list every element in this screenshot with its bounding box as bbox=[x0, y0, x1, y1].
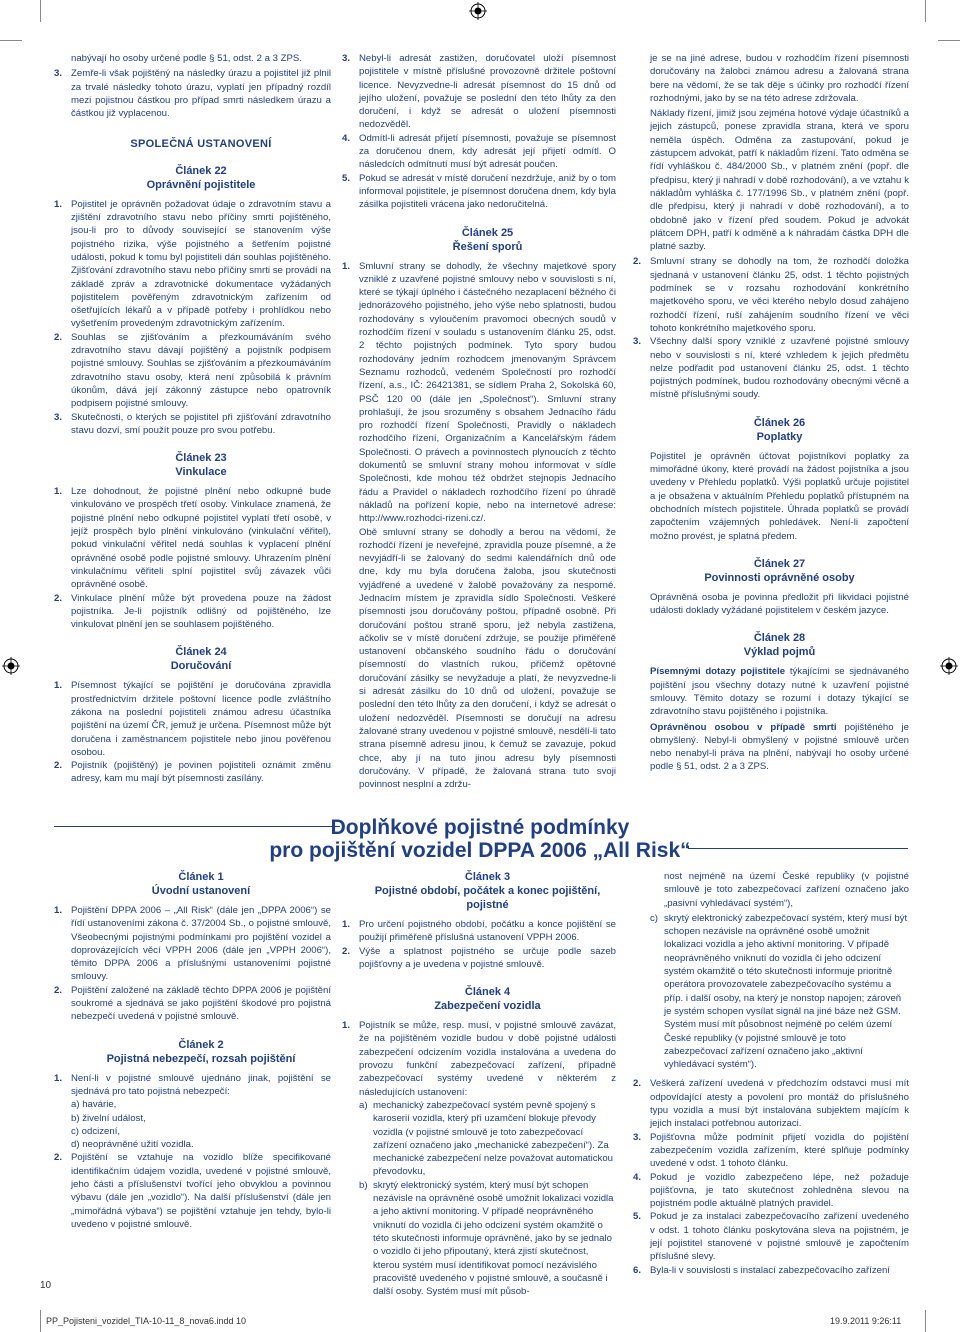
page-subtitle: pro pojištění vozidel DPPA 2006 „All Risk“ bbox=[269, 839, 691, 862]
paragraph: Obě smluvní strany se dohodly a berou na vědomí, že rozhodčí řízení je neveřejné, zpravidla pouze písemné, a že nevyjádří-li se žalovaný do sedmi kalendářních dnů ode dne, kdy mu byla doručena žaloba, jsou skutečnosti vyjádřené a uvedené v žalobě považovány za nesporné. Jednacím místem je zpravidla sídlo Společnosti. Veškeré písemnosti jsou doručovány poštou, případně osobně. Při doručování poštou straně sporu, jež nebyla zastižena, ačkoliv se v místě doručení zdržuje, se použije přiměřeně ustanovení občanského soudního řádu o doručování písemností do vlastních rukou, přičemž opětovné doručování zásilky se nevyžaduje a platí, že nevyzvedne-li si adresát zásilku do 10 dnů od uložení, považuje se poslední den této lhůty za den doručení, i když se adresát o uložení nedozvěděl. Písemnosti se doručují na adresu žalované strany uvedenou v pojistné smlouvě, nesdělí-li tato strana písemně adresu jinou, k čemuž se zavazuje, pokud chce, aby jí na tuto jinou adresu byly písemnosti doručovány. V případě, že žalovaná strana tuto svoji povinnost nesplní a zdržu- bbox=[359, 526, 616, 791]
list-item: a) havárie, bbox=[71, 1099, 117, 1111]
numbered-paragraph: 3. Nebyl-li adresát zastižen, doručovatel uloží písemnost pojistitele v místně příslušné provozovně držitele poštovní licence. Nevyzvedne-li adresát písemnost do 15 dnů od jejího uložení, považuje se poslední den této lhůty za den doručení, i když se adresát o uložení písemnosti nedozvěděl. bbox=[342, 53, 616, 131]
bottom-middle-column bbox=[342, 870, 616, 1298]
numbered-paragraph: 1. Pojistník se může, resp. musí, v pojistné smlouvě zavázat, že na pojištěném vozidle budou v době pojistné události zabezpečení odcizením vozidla instalována a uvedena do provozu funkční zabezpečovací zařízení, případně zabezpečovací systémy uvedené v některém z následujících ustanovení: bbox=[342, 1020, 616, 1098]
page-number: 10 bbox=[40, 1280, 52, 1291]
numbered-paragraph: 2. Souhlas se zjišťováním a přezkoumáváním svého zdravotního stavu dávají pojištěný a pojistník podpisem pojistné smlouvy. Souhlas se zjišťováním a přezkoumáváním zdravotního stavu osoby, která není způsobilá k právním úkonům, dává její zákonný zástupce nebo opatrovník podpisem pojistné smlouvy. bbox=[54, 331, 331, 410]
numbered-paragraph: 2. Pojištění založené na základě těchto DPPA 2006 je pojištění soukromé a sjednává se jako pojištění škodové pro pojistná nebezpečí uvedená v pojistné smlouvě. bbox=[54, 984, 331, 1023]
numbered-paragraph: 5. Pokud se adresát v místě doručení nezdržuje, aniž by o tom informoval pojistitele, je písemnost doručena dnem, kdy byla zásilka pojistiteli vrácena jako nedoručitelná. bbox=[342, 172, 616, 211]
article-title: Článek 4 bbox=[464, 986, 511, 999]
crop-mark bbox=[925, 1310, 926, 1332]
top-middle-column bbox=[342, 52, 616, 793]
crop-mark bbox=[40, 1310, 41, 1332]
numbered-paragraph: 2. Vinkulace plnění může být provedena pouze na žádost pojistníka. Je-li pojistník odlišný od pojištěného, lze vinkulovat plnění jen se souhlasem pojištěného. bbox=[54, 592, 331, 631]
numbered-paragraph: 2. Pojištění se vztahuje na vozidlo blíže specifikované identifikačním údajem vozidla, uvedené v pojistné smlouvě, jeho části a příslušenství tvořící jeho obvyklou a povinnou výbavu (dále jen „vozidlo“). Na další příslušenství (dále jen „mimořádná výbava“) se pojištění vztahuje jen tehdy, bylo-li uvedeno v pojistné smlouvě. bbox=[54, 1152, 331, 1230]
numbered-paragraph: 3. Skutečnosti, o kterých se pojistitel při zjišťování zdravotního stavu dozví, smí použít pouze pro svou potřebu. bbox=[54, 411, 331, 436]
list-item: c) odcizení, bbox=[71, 1125, 121, 1137]
registration-mark-left bbox=[2, 657, 20, 675]
article-title: Článek 25 bbox=[461, 226, 514, 239]
registration-mark-right bbox=[940, 657, 958, 675]
paragraph: Oprávněnou osobou v případě smrti pojištěného je obmyšlený. Nebyl-li obmyšlený v pojistné smlouvě určen nebo nenabyl-li práva na plnění, nabývají ho osoby určené podle § 51, odst. 2 a 3 ZPS. bbox=[650, 721, 909, 773]
top-left-column bbox=[54, 52, 331, 786]
paragraph: Náklady řízení, jimiž jsou zejména hotové výdaje účastníků a jejich zástupců, ponese zpravidla strana, která ve sporu neměla úspěch. Odměna za zastupování, pokud je zástupcem advokát, patří k nákladům řízení. Tato odměna se řídí vyhláškou č. 484/2000 Sb., v platném znění (popř. dle předpisu, který ji nahradí v době rozhodování), a ve vztahu k nákladům vyhláška č. 177/1996 Sb., v platném znění (popř. dle předpisu, který ji nahradí v době rozhodování), a to obdobně jako v řízení před soudem. Pokud je advokát plátcem DPH, patří k odměně a k náhradám částka DPH dle platné sazby. bbox=[650, 108, 909, 253]
paragraph: nost nejméně na území České republiky (v pojistné smlouvě je toto zabezpečovací zařízení označeno jako „pasivní vyhledávací systém“), bbox=[664, 871, 909, 909]
list-item: a) mechanický zabezpečovací systém pevně spojený s karoserií vozidla, který při uzamčení blokuje převody vozidla (v pojistné smlouvě je toto zabezpečovací zařízení označeno jako „mechanické zabezpečení“). Za mechanické zabezpečení nelze považovat automatickou převodovku, bbox=[359, 1099, 613, 1178]
article-title: Článek 24 bbox=[175, 646, 227, 659]
list-item: d) neoprávněné užití vozidla. bbox=[71, 1139, 194, 1151]
article-title: Článek 23 bbox=[175, 452, 227, 465]
article-title: Článek 3 bbox=[464, 871, 511, 883]
paragraph: je se na jiné adrese, budou v rozhodčím řízení písemnosti doručovány na žalobci známou adresu a žalovaná strana bere na vědomí, že se tak děje s účinky pro rozhodčí řízení rozhodnými, jako by se na této adrese zdržovala. bbox=[650, 53, 909, 104]
paragraph: Pojistitel je oprávněn účtovat pojistníkovi poplatky za mimořádné úkony, které provádí na žádost pojistníka a jsou uvedeny v Přehledu poplatků. Výši poplatků určuje pojistitel a je obsažena v aktuálním Přehledu poplatků přístupném na obchodních místech pojistitele. Úhrada poplatků se provádí započtením vzájemných pohledávek. Není-li započtení možno provést, je splatná předem. bbox=[650, 450, 909, 542]
list-item: b) skrytý elektronický systém, který musí být schopen nezávisle na oprávněné osobě umožnit lokalizaci vozidla a jeho aktivní monitoring. V případě neoprávněného vniknutí do vozidla či jeho odcizení systém okamžitě o této skutečnosti informuje oprávněné, jako by se jednalo o vozidlo či jeho připoutaný, která zjistí skutečnost, kterou systém musí identifikovat pomocí nezávislého pracoviště uvedeného v pojistné smlouvě, a současně i další osoby. Systém musí mít působ- bbox=[359, 1179, 614, 1298]
article-subtitle: Povinnosti oprávněné osoby bbox=[704, 571, 855, 584]
crop-mark bbox=[40, 0, 41, 22]
article-subtitle: Oprávnění pojistitele bbox=[146, 178, 256, 191]
article-title: Článek 27 bbox=[753, 557, 806, 570]
article-subtitle: Poplatky bbox=[756, 430, 803, 443]
article-subtitle: Zabezpečení vozidla bbox=[434, 1000, 541, 1013]
numbered-paragraph: 4. Odmítl-li adresát přijetí písemnosti, považuje se písemnost za doručenou dnem, kdy adresát její přijetí odmítl. O následcích odmítnutí musí být adresát poučen. bbox=[342, 132, 616, 171]
numbered-paragraph: 5. Pokud je za instalaci zabezpečovacího zařízení uvedeného v odst. 1 tohoto článku poskytována sleva na pojistném, je její pojistitel stanovené v pojistné smlouvě je započtením příslušné slevy. bbox=[633, 1211, 909, 1263]
article-title: Článek 1 bbox=[178, 871, 224, 883]
paragraph: Písemnými dotazy pojistitele týkajícími se sjednávaného pojištění jsou všechny dotazy nutné k uzavření pojistné smlouvy. Těmito dotazy se rozumí i dotazy týkající se zdravotního stavu pojištěného i pojistníka. bbox=[650, 666, 909, 718]
paragraph: nabývají ho osoby určené podle § 51, odst. 2 a 3 ZPS. bbox=[71, 53, 302, 64]
registration-mark-top bbox=[469, 2, 487, 20]
article-title: Článek 26 bbox=[753, 416, 806, 429]
article-subtitle: Řešení sporů bbox=[452, 240, 523, 253]
numbered-paragraph: 3. Zemře-li však pojištěný na následky úrazu a pojistitel již plnil za trvalé následky tohoto úrazu, vyplatí jen případný rozdíl mezi pojistnou částkou pro případ smrti následkem úrazu a částkou již vyplacenou. bbox=[54, 68, 331, 120]
crop-mark bbox=[938, 40, 960, 41]
numbered-paragraph: 4. Pokud je vozidlo zabezpečeno lépe, než požaduje pojišťovna, je tato skutečnost zohledněna slevou na pojistném podle aktuálně platných pravidel. bbox=[633, 1171, 909, 1210]
article-subtitle: Vinkulace bbox=[175, 466, 227, 479]
numbered-paragraph: 1. Pro určení pojistného období, počátku a konce pojištění se použijí přiměřeně příslušná ustanovení VPPH 2006. bbox=[342, 919, 616, 944]
page-title: Doplňkové pojistné podmínky bbox=[330, 816, 630, 839]
list-item: c) skrytý elektronický zabezpečovací systém, který musí být schopen nezávisle na oprávněné osobě umožnit lokalizaci vozidla a jeho aktivní monitoring. V případě neoprávněného vniknutí do vozidla či jeho odcizení systém okamžitě o této skutečnosti informuje prioritně operátora provozovatele zabezpečovacího systému a příp. i další osoby, na který je nonstop napojen; zároveň je systém schopen vysílat signál na jiné báze než GSM. Systém musí mít působnost nejméně po celém území České republiky (v pojistné smlouvě je toto zabezpečovací zařízení označeno jako „aktivní vyhledávací systém“). bbox=[650, 912, 908, 1071]
bottom-left-column bbox=[54, 870, 331, 1231]
footer-timestamp: 19.9.2011 9:26:11 bbox=[830, 1316, 902, 1326]
list-item: b) živelní událost, bbox=[71, 1112, 146, 1124]
numbered-paragraph: 1. Pojistitel je oprávněn požadovat údaje o zdravotním stavu a zjištění zdravotního stavu nebo příčiny smrti pojištěného, jsou-li pro to důvody související se stanovením výše pojistného rizika, výše pojistného a šetřením pojistné události, pokud k tomu byl pojistiteli dán souhlas pojištěného. Zjišťování zdravotního stavu nebo příčiny smrti se provádí na základě zpráv a zdravotnické dokumentace vyžádaných pojistitelem pověřeným zdravotnickým zařízením od ošetřujících lékařů a v případě potřeby i prohlídkou nebo vyšetřením provedeným zdravotnickým zařízením. bbox=[54, 198, 331, 330]
article-title: Článek 28 bbox=[753, 632, 806, 645]
article-subtitle: Pojistná nebezpečí, rozsah pojištění bbox=[106, 1052, 296, 1065]
numbered-paragraph: 2. Veškerá zařízení uvedená v předchozím odstavci musí mít odpovídající atesty a povolení pro montáž do příslušného typu vozidla a musí být instalována subjektem majícím k jejich instalaci potřebnou autorizaci. bbox=[633, 1078, 909, 1130]
numbered-paragraph: 1. Písemnost týkající se pojištění je doručována zpravidla prostřednictvím držitele poštovní licence podle zvláštního zákona na poslední pojistiteli známou adresu účastníka pojištění na území ČR, jemuž je určena. Písemnost může být doručena i zaměstnancem pojistitele nebo jinou pověřenou osobou. bbox=[54, 680, 331, 758]
article-title: Článek 2 bbox=[178, 1038, 224, 1051]
numbered-paragraph: 2. Výše a splatnost pojistného se určuje podle sazeb pojišťovny a je uvedena v pojistné smlouvě. bbox=[342, 945, 616, 970]
article-subtitle: Úvodní ustanovení bbox=[151, 885, 251, 897]
article-title: Článek 22 bbox=[175, 164, 227, 177]
numbered-paragraph: 3. Pojišťovna může podmínit přijetí vozidla do pojištění zabezpečením vozidla zařízením, které splňuje podmínky uvedené v odst. 1 tohoto článku. bbox=[633, 1131, 909, 1170]
numbered-paragraph: 6. Byla-li v souvislosti s instalací zabezpečovacího zařízení bbox=[633, 1264, 890, 1276]
top-right-column bbox=[633, 52, 909, 776]
crop-mark bbox=[925, 0, 926, 22]
crop-mark bbox=[0, 40, 22, 41]
numbered-paragraph: 1. Není-li v pojistné smlouvě ujednáno jinak, pojištění se sjednává pro tato pojistná nebezpečí: bbox=[54, 1072, 331, 1097]
article-subtitle: Pojistné období, počátek a konec pojištění, pojistné bbox=[374, 885, 601, 911]
hazard-list bbox=[54, 1098, 331, 1151]
numbered-paragraph: 1. Pojištění DPPA 2006 – „All Risk“ (dále jen „DPPA 2006“) se řídí ustanoveními zákona č. 37/2004 Sb., o pojistné smlouvě, Všeobecnými pojistnými podmínkami pro pojištění vozidel a doprovázejících věcí VPPH 2006 (dále jen „VPPH 2006“), těmito DPPA 2006 a příslušnými ustanoveními pojistné smlouvy. bbox=[54, 905, 331, 983]
numbered-paragraph: 1. Lze dohodnout, že pojistné plnění nebo odkupné bude vinkulováno ve prospěch třetí osoby. Vinkulace znamená, že pojistné plnění nebo odkupné pojistitel vyplatí třetí osobě, v jejíž prospěch bylo plnění vinkulováno (vinkulační věřitel), pokud vinkulační věřitel nedá souhlas k vyplacení plnění oprávněné osobě podle pojistné smlouvy. Uhrazením plnění vinkulačnímu věřiteli splní pojistitel svůj závazek vůči oprávněné osobě. bbox=[54, 486, 331, 591]
footer-filename: PP_Pojisteni_vozidel_TIA-10-11_8_nova6.indd 10 bbox=[46, 1316, 246, 1326]
numbered-paragraph: 3. Všechny další spory vzniklé z uzavřené pojistné smlouvy nebo v souvislosti s ní, které vzhledem k jejich předmětu nelze podřadit pod ustanovení článku 25, odst. 1 těchto pojistných podmínek, budou rozhodovány obecnými věcně a místně příslušnými soudy. bbox=[633, 336, 909, 401]
numbered-paragraph: 2. Smluvní strany se dohodly na tom, že rozhodčí doložka sjednaná v ustanovení článku 25, odst. 1 těchto pojistných podmínek se v rozsahu rozhodování konkrétního majetkového sporu, ve věci kterého nebylo dosud zahájeno rozhodčí řízení, ruší zahájením soudního řízení ve věci tohoto konkrétního majetkového sporu. bbox=[633, 256, 909, 334]
paragraph: Oprávněná osoba je povinna předložit při likvidaci pojistné události doklady vyžádané pojistitelem v českém jazyce. bbox=[650, 591, 909, 617]
article-subtitle: Doručování bbox=[170, 660, 232, 673]
article-subtitle: Výklad pojmů bbox=[743, 646, 816, 659]
section-heading: SPOLEČNÁ USTANOVENÍ bbox=[130, 138, 272, 151]
numbered-paragraph: 2. Pojistník (pojištěný) je povinen pojistiteli oznámit změnu adresy, kam mu mají být písemnosti zasílány. bbox=[54, 760, 331, 785]
bottom-right-column bbox=[633, 870, 909, 1277]
numbered-paragraph: 1. Smluvní strany se dohodly, že všechny majetkové spory vzniklé z uzavřené pojistné smlouvy nebo v souvislosti s ní, které se týkají úplného i částečného nezaplacení běžného či jednorázového pojistného, jeho výše nebo splatnosti, budou rozhodovány s vyloučením pravomoci obecných soudů v rozhodčím řízení v souladu s ustanovením článku 25, odst. 2 těchto pojistných podmínek. Tyto spory budou rozhodovány jedním rozhodcem jmenovaným Správcem Seznamu rozhodců, vedeném Společností pro rozhodčí řízení, a.s., IČ: 26421381, se sídlem Praha 2, Sokolská 60, PSČ 120 00 (dále jen „Společnost“). Smluvní strany prohlašují, že jsou srozuměny s obsahem Jednacího řádu pro rozhodčí řízení Společnosti, Pravidly o nákladech rozhodčího řízení, Organizačním a Kancelářským řádem Společnosti. O právech a povinnostech plynoucích z těchto dokumentů se smluvní strany mohou informovat v sídle Společnosti, kde mohou též obdržet stejnopis Jednacího řádu a Pravidel o nákladech rozhodčího řízení po úhradě nákladů na pořízení kopie, nebo na internetové adrese: http://www.rozhodci-rizeni.cz/. bbox=[342, 260, 616, 525]
